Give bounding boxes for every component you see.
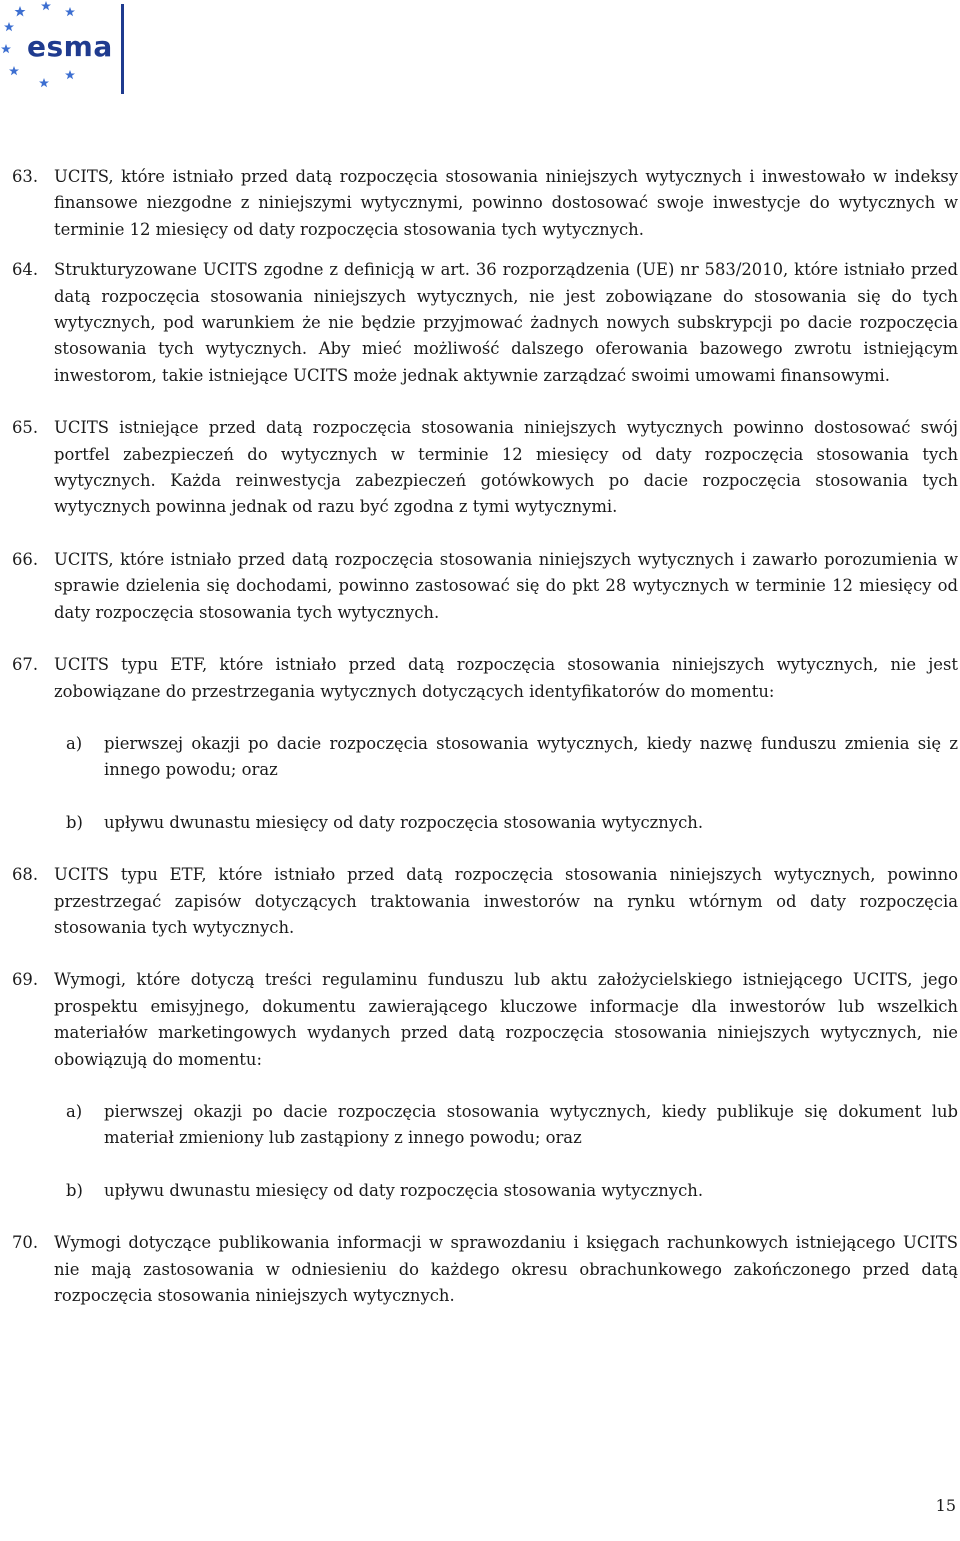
list-item bbox=[66, 731, 958, 784]
paragraph-number: 63. bbox=[12, 167, 39, 186]
paragraph-number: 67. bbox=[12, 655, 39, 675]
paragraph-text: UCITS, które istniało przed datą rozpoczęcia stosowania niniejszych wytycznych i inwestowało w indeksy finansowe niezgodne z niniejszymi wytycznymi, powinno dostosować swoje inwestycje do wytycznych w terminie 12 miesięcy od daty rozpoczęcia stosowania tych wytycznych. bbox=[54, 167, 958, 239]
list-item-text: pierwszej okazji po dacie rozpoczęcia stosowania wytycznych, kiedy nazwę funduszu zmienia się z innego powodu; oraz bbox=[104, 733, 958, 780]
paragraph-text: UCITS, które istniało przed datą rozpoczęcia stosowania niniejszych wytycznych i zawarło porozumienia w sprawie dzielenia się dochodami, powinno zastosować się do pkt 28 wytycznych w terminie 12 miesięcy od daty rozpoczęcia stosowania tych wytycznych. bbox=[54, 549, 958, 622]
list-item-text: upływu dwunastu miesięcy od daty rozpoczęcia stosowania wytycznych. bbox=[104, 812, 704, 832]
paragraph-65 bbox=[12, 415, 958, 521]
paragraph-text: UCITS istniejące przed datą rozpoczęcia stosowania niniejszych wytycznych powinno dostosować swój portfel zabezpieczeń do wytycznych w terminie 12 miesięcy od daty rozpoczęcia stosowania tych wytycznych. Każda reinwestycja zabezpieczeń gotówkowych po dacie rozpoczęcia stosowania tych wytycznych powinna jednak od razu być zgodna z tymi wytycznymi. bbox=[54, 418, 958, 517]
paragraph-text: UCITS typu ETF, które istniało przed datą rozpoczęcia stosowania niniejszych wytycznych, nie jest zobowiązane do przestrzegania wytycznych dotyczących identyfikatorów do momentu: bbox=[54, 655, 958, 701]
paragraph-70 bbox=[12, 1230, 958, 1309]
list-item bbox=[66, 1099, 958, 1152]
paragraph-number: 65. bbox=[12, 418, 39, 438]
list-item-text: upływu dwunastu miesięcy od daty rozpoczęcia stosowania wytycznych. bbox=[104, 1180, 704, 1200]
paragraph-number: 68. bbox=[12, 865, 39, 885]
paragraph-number: 64. bbox=[12, 260, 39, 280]
list-item-label: b) bbox=[66, 812, 83, 832]
list-item bbox=[66, 810, 958, 836]
document-body bbox=[12, 164, 958, 1309]
esma-logo bbox=[0, 0, 130, 100]
paragraph-66 bbox=[12, 547, 958, 626]
paragraph-67 bbox=[12, 652, 958, 705]
paragraph-63 bbox=[12, 164, 958, 243]
list-item-label: b) bbox=[66, 1180, 83, 1200]
paragraph-text: Strukturyzowane UCITS zgodne z definicją w art. 36 rozporządzenia (UE) nr 583/2010, które istniało przed datą rozpoczęcia stosowania niniejszych wytycznych, nie jest zobowiązane do stosowania się do tych wytycznych, pod warunkiem że nie będzie przyjmować żadnych nowych subskrypcji po dacie rozpoczęcia stosowania tych wytycznych. Aby mieć możliwość dalszego oferowania bazowego zwrotu istniejącym inwestorom, takie istniejące UCITS może jednak aktywnie zarządzać swoimi umowami finansowymi. bbox=[54, 260, 958, 385]
paragraph-number: 66. bbox=[12, 549, 39, 569]
logo-text: esma bbox=[27, 30, 113, 63]
paragraph-68 bbox=[12, 862, 958, 941]
list-item-text: pierwszej okazji po dacie rozpoczęcia stosowania wytycznych, kiedy publikuje się dokument lub materiał zmieniony lub zastąpiony z innego powodu; oraz bbox=[104, 1101, 958, 1148]
list-item-label: a) bbox=[66, 1101, 83, 1121]
list-item bbox=[66, 1178, 958, 1204]
page-number: 15 bbox=[935, 1496, 956, 1515]
paragraph-number: 69. bbox=[12, 970, 39, 990]
paragraph-text: Wymogi, które dotyczą treści regulaminu funduszu lub aktu założycielskiego istniejącego UCITS, jego prospektu emisyjnego, dokumentu zawierającego kluczowe informacje dla inwestorów lub wszelkich materiałów marketingowych wydanych przed datą rozpoczęcia stosowania niniejszych wytycznych, nie obowiązują do momentu: bbox=[54, 970, 958, 1069]
paragraph-number: 70. bbox=[12, 1233, 39, 1253]
paragraph-text: Wymogi dotyczące publikowania informacji w sprawozdaniu i księgach rachunkowych istniejącego UCITS nie mają zastosowania w odniesieniu do każdego okresu obrachunkowego zakończonego przed datą rozpoczęcia stosowania niniejszych wytycznych. bbox=[54, 1233, 958, 1305]
paragraph-text: UCITS typu ETF, które istniało przed datą rozpoczęcia stosowania niniejszych wytycznych, powinno przestrzegać zapisów dotyczących traktowania inwestorów na rynku wtórnym od daty rozpoczęcia stosowania tych wytycznych. bbox=[54, 865, 958, 937]
list-item-label: a) bbox=[66, 733, 83, 753]
paragraph-69 bbox=[12, 967, 958, 1073]
logo-divider bbox=[121, 4, 124, 94]
paragraph-64 bbox=[12, 257, 958, 389]
